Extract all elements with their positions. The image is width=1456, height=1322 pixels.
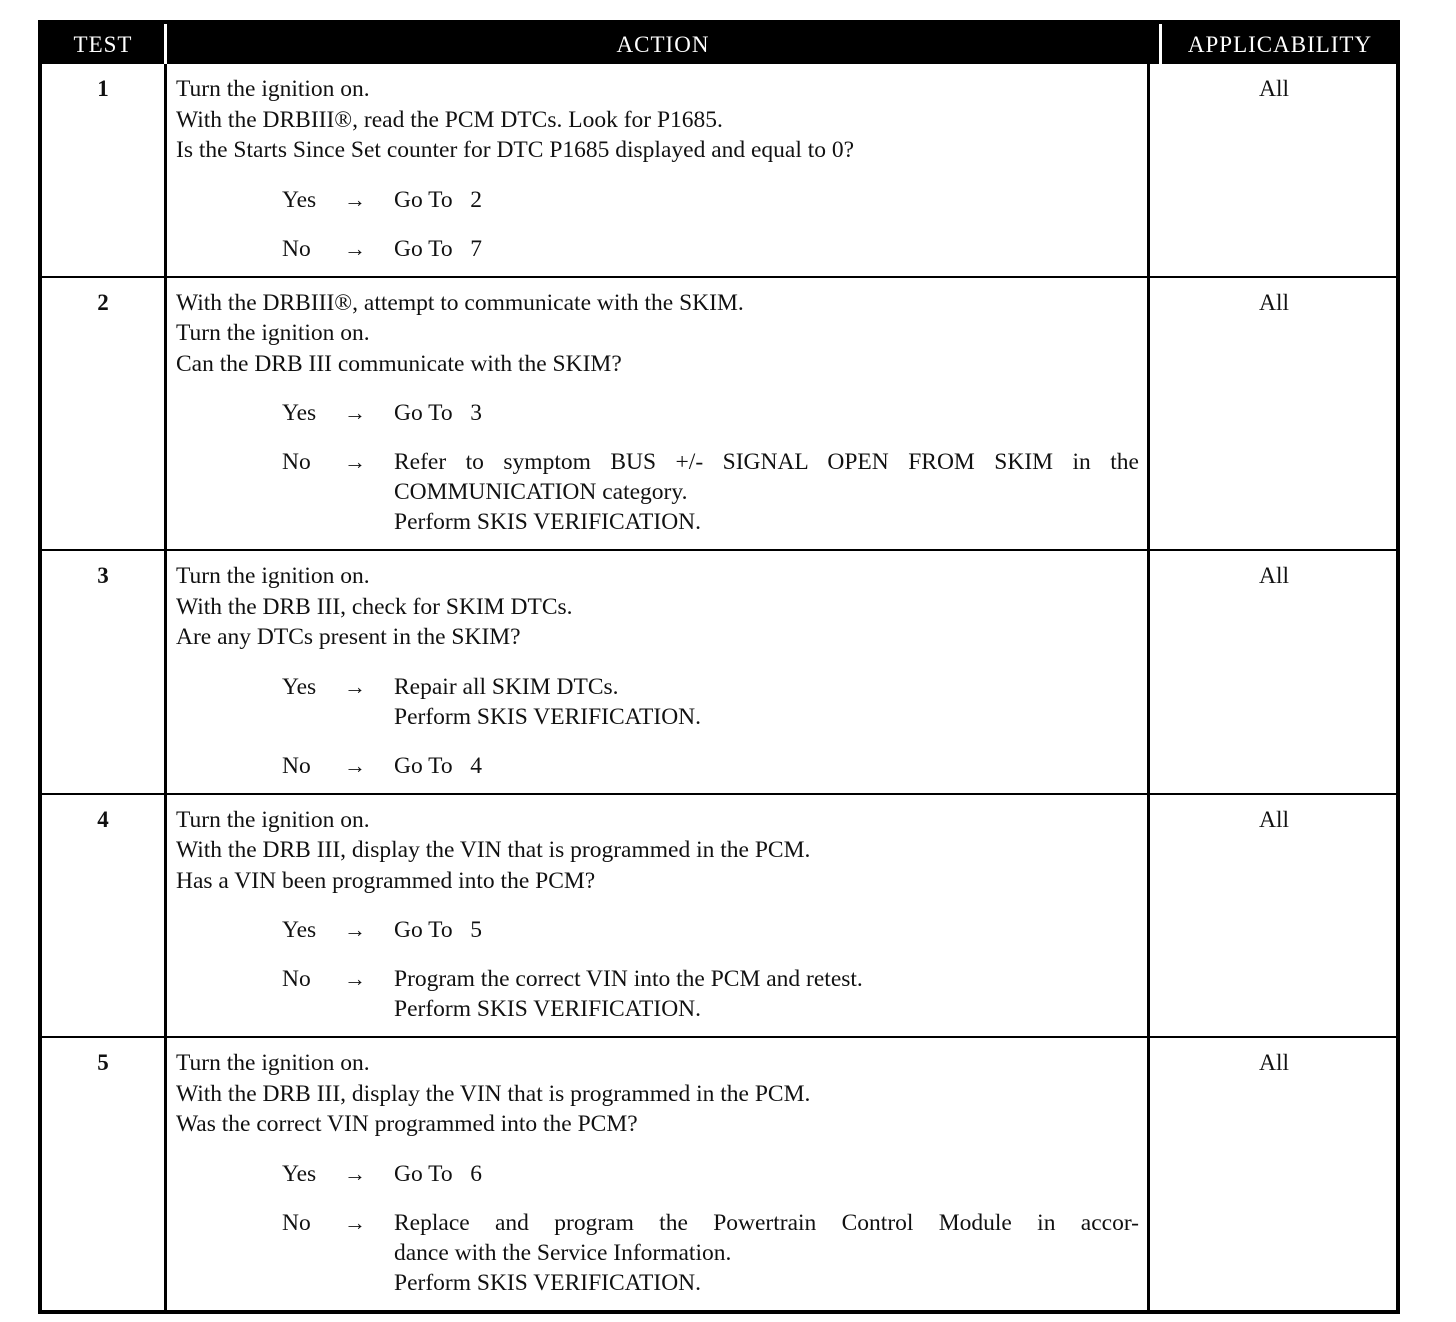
yes-result [394,672,1139,732]
arrow-right-icon: → [344,673,366,699]
action-line: With the DRBIII®, read the PCM DTCs. Look for P1685. [176,106,723,133]
no-label: No [282,235,311,262]
yes-label: Yes [282,186,317,213]
result-line: Perform SKIS VERIFICATION. [394,1269,702,1296]
applicability-cell: All [1258,563,1290,589]
action-line: Was the correct VIN programmed into the PCM? [176,1111,638,1137]
action-cell [164,1038,1150,1310]
header-applicability: APPLICABILITY [1159,24,1398,64]
yes-response [176,915,1139,945]
result-line: Perform SKIS VERIFICATION. [394,996,702,1022]
no-response [176,1208,1139,1298]
table-header [42,24,1396,64]
yes-result [394,915,1139,945]
test-number: 4 [97,806,109,832]
action-line: Has a VIN been programmed into the PCM? [176,867,596,894]
test-number: 5 [97,1050,109,1075]
yes-label: Yes [282,673,317,700]
result-line: Replace and program the Powertrain Control Module in accor- [394,1209,1139,1236]
applicability-cell: All [1258,1050,1290,1076]
result-line: Go To 7 [394,235,483,262]
result-line: Go To 2 [394,186,483,213]
applicability-cell: All [1258,289,1290,316]
no-result [394,234,1139,264]
yes-result [394,1159,1139,1189]
action-cell [164,64,1150,276]
action-cell [164,278,1150,550]
action-line: With the DRB III, check for SKIM DTCs. [176,593,573,620]
action-line: Turn the ignition on. [176,1050,370,1076]
no-response [176,964,1139,1024]
action-line: With the DRB III, display the VIN that is programmed in the PCM. [176,1080,811,1107]
result-line: Perform SKIS VERIFICATION. [394,509,702,535]
result-line: Program the correct VIN into the PCM and retest. [394,966,863,992]
result-line: dance with the Service Information. [394,1239,732,1266]
applicability-cell: All [1258,76,1290,102]
yes-label: Yes [282,917,317,943]
no-response [176,447,1139,537]
yes-result [394,185,1139,215]
diagnostic-test-table [38,20,1400,1314]
yes-response [176,185,1139,215]
test-number: 3 [97,563,109,588]
test-number: 2 [97,289,109,315]
action-cell [164,795,1150,1037]
header-action: ACTION [164,24,1159,64]
arrow-right-icon: → [344,966,366,991]
result-line: COMMUNICATION category. [394,479,688,505]
no-result [394,964,1139,1024]
no-response [176,234,1139,264]
arrow-right-icon: → [344,1160,366,1186]
table-body [42,64,1396,1310]
no-response [176,751,1139,781]
yes-result [394,398,1139,428]
action-cell [164,551,1150,793]
no-result [394,447,1139,537]
no-label: No [282,1209,311,1236]
result-line: Go To 3 [394,400,483,426]
applicability-cell: All [1258,806,1290,833]
action-line: Turn the ignition on. [176,806,370,833]
no-label: No [282,449,311,475]
action-line: With the DRBIII®, attempt to communicate with the SKIM. [176,289,744,316]
table-row [42,549,1396,793]
yes-label: Yes [282,1160,317,1187]
action-line: Turn the ignition on. [176,563,370,589]
no-label: No [282,966,311,992]
table-row [42,276,1396,550]
arrow-right-icon: → [344,235,366,261]
yes-response [176,398,1139,428]
action-line: Can the DRB III communicate with the SKIM? [176,350,622,377]
arrow-right-icon: → [344,917,366,942]
yes-label: Yes [282,400,317,426]
action-line: With the DRB III, display the VIN that is programmed in the PCM. [176,837,811,863]
action-line: Turn the ignition on. [176,76,370,102]
arrow-right-icon: → [344,186,366,212]
action-line: Is the Starts Since Set counter for DTC P1685 displayed and equal to 0? [176,137,855,163]
no-result [394,751,1139,781]
result-line: Perform SKIS VERIFICATION. [394,703,702,730]
no-label: No [282,752,311,779]
arrow-right-icon: → [344,400,366,425]
result-line: Go To 5 [394,917,483,943]
header-test: TEST [73,32,133,57]
table-row [42,64,1396,276]
action-line: Turn the ignition on. [176,320,370,346]
arrow-right-icon: → [344,1209,366,1235]
arrow-right-icon: → [344,752,366,778]
table-row [42,1036,1396,1310]
arrow-right-icon: → [344,449,366,474]
result-line: Go To 6 [394,1160,483,1187]
result-line: Refer to symptom BUS +/- SIGNAL OPEN FROM SKIM in the [394,449,1139,475]
yes-response [176,672,1139,732]
test-number: 1 [97,76,109,101]
action-line: Are any DTCs present in the SKIM? [176,624,521,650]
no-result [394,1208,1139,1298]
result-line: Go To 4 [394,752,483,779]
table-row [42,793,1396,1037]
yes-response [176,1159,1139,1189]
result-line: Repair all SKIM DTCs. [394,673,619,700]
